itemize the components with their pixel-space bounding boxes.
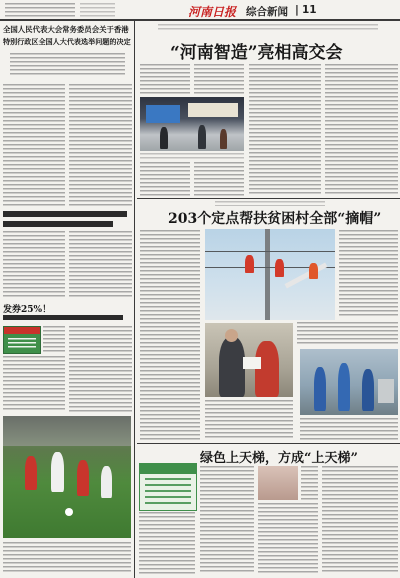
elderly-photo-caption — [297, 322, 398, 346]
section-title: 综合新闻 — [246, 6, 288, 18]
power-pole — [265, 229, 270, 320]
coupon-body-col2 — [69, 326, 132, 412]
column-badge — [3, 326, 41, 354]
npc-decision-subtitle — [10, 53, 125, 77]
dateline-text — [5, 3, 75, 17]
henan-smart-headline: “河南智造”亮相高交会 — [170, 43, 343, 63]
npc-decision-body-col2 — [69, 84, 132, 206]
coupon-headline: 发券25%！ — [3, 305, 52, 315]
worker-figure — [362, 369, 374, 411]
photo-power-line-workers — [205, 229, 335, 320]
green-ladder-headline: 绿色上天梯，方成“上天梯” — [200, 451, 358, 466]
column-badge-text — [8, 338, 36, 348]
exhibition-photo-caption — [140, 153, 244, 159]
player-figure — [51, 452, 64, 492]
poverty-kicker — [215, 201, 325, 206]
npc-decision-body-col1 — [3, 84, 65, 206]
npc-decision-headline-line2: 特别行政区全国人大代表选举问题的决定 — [3, 37, 131, 46]
npc-decision-headline-line1: 全国人民代表大会常务委员会关于香港 — [3, 25, 129, 34]
poverty-headline: 203个定点帮扶贫困村全部“摘帽” — [168, 211, 382, 227]
column-badge-stripe — [4, 327, 40, 334]
newspaper-logo: 河南日报 — [188, 5, 237, 19]
green-ladder-body-col4 — [322, 466, 398, 574]
worker-figure — [338, 363, 350, 411]
elder-head — [225, 329, 238, 342]
photo-stands — [3, 416, 131, 446]
poverty-body-col3 — [300, 418, 398, 440]
booth-screen — [146, 105, 180, 123]
visitor-figure — [220, 129, 227, 149]
hk-article-headline-line1 — [3, 211, 127, 217]
equipment-box — [378, 379, 394, 403]
photo-soccer-players — [3, 416, 131, 538]
poverty-body-col2 — [205, 400, 293, 440]
power-photo-caption — [339, 230, 398, 318]
green-ladder-body-col2 — [200, 466, 254, 574]
player-figure — [101, 466, 112, 498]
player-figure — [77, 460, 89, 496]
hk-article-body-col1 — [3, 231, 65, 299]
elder-figure — [219, 337, 245, 397]
power-line — [205, 251, 335, 252]
coupon-body-col1a — [3, 356, 65, 412]
photo-elderly-villagers — [205, 323, 293, 397]
photo-exhibition-booth — [140, 97, 244, 151]
worker-figure — [275, 259, 284, 277]
column-feature-badge-text — [145, 478, 191, 506]
photo-utility-workers — [300, 349, 398, 415]
booth-panel — [188, 103, 238, 117]
henan-smart-body-col6 — [325, 64, 398, 196]
page-number: 11 — [302, 4, 317, 16]
section-separator: | — [295, 4, 299, 16]
poverty-body-col1 — [140, 230, 200, 440]
photo-ladder-scene — [258, 466, 298, 500]
green-ladder-body-col3-top — [301, 466, 318, 500]
document-sheet — [243, 357, 261, 369]
column-feature-badge-banner — [140, 464, 196, 474]
column-feature-badge — [139, 463, 197, 511]
staff-figure — [255, 341, 279, 397]
henan-smart-body-col4 — [194, 162, 244, 196]
visitor-figure — [198, 125, 206, 149]
worker-figure — [309, 263, 318, 279]
worker-figure — [314, 367, 326, 411]
henan-smart-kicker — [158, 24, 378, 30]
coupon-subheadline — [3, 315, 123, 320]
left-column-divider — [134, 21, 135, 578]
green-ladder-body-col3 — [258, 503, 318, 574]
henan-smart-body-col5 — [249, 64, 321, 196]
soccer-ball — [65, 508, 73, 516]
player-figure — [25, 456, 37, 490]
coupon-body-top — [43, 326, 65, 354]
henan-smart-body-col1 — [140, 64, 190, 94]
visitor-figure — [160, 127, 168, 149]
masthead-rule — [0, 19, 400, 21]
henan-smart-body-col2 — [194, 64, 244, 94]
worker-figure — [245, 255, 254, 273]
hk-article-headline-line2 — [3, 221, 113, 227]
editor-credit-text — [80, 3, 115, 17]
section-rule-middle — [137, 198, 400, 199]
section-rule-bottom — [137, 443, 400, 444]
henan-smart-body-col3 — [140, 162, 190, 196]
hk-article-body-col2 — [69, 231, 132, 299]
green-ladder-body-col1 — [139, 512, 195, 574]
soccer-photo-caption — [3, 542, 131, 574]
